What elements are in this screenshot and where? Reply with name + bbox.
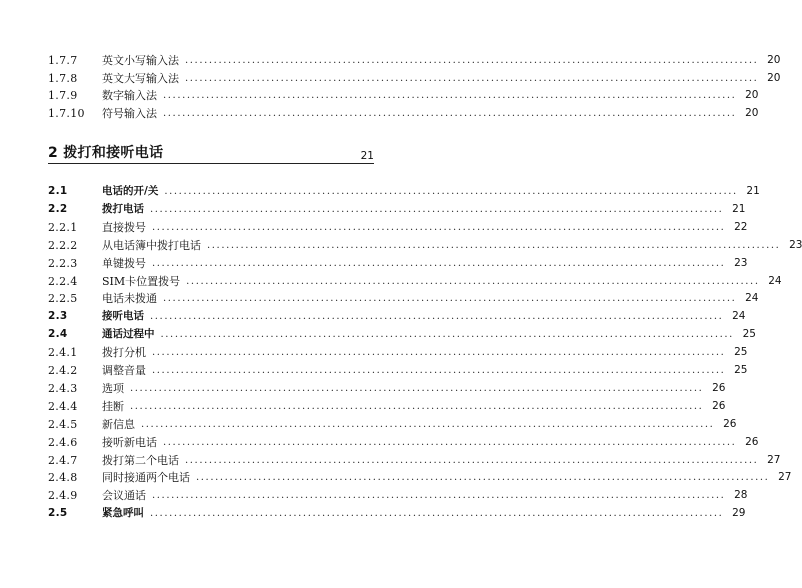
toc-entry-title: 新信息	[102, 418, 135, 431]
toc-entry-title: 单键拨号	[102, 257, 146, 270]
toc-entry-page: 25	[742, 328, 756, 340]
toc-leader-dots: ........................................................................................................................	[152, 222, 726, 233]
toc-leader-dots: ........................................................................................................................	[163, 90, 737, 101]
toc-entry-title: 从电话簿中拨打电话	[102, 239, 201, 252]
toc-leader-dots: ........................................................................................................................	[150, 311, 724, 322]
toc-entry[interactable]	[48, 182, 760, 198]
toc-entry[interactable]	[48, 218, 748, 234]
toc-entry-title: 挂断	[102, 400, 124, 413]
toc-entry-title: 电话未拨通	[102, 292, 157, 305]
toc-entry-number: 2.4.9	[48, 489, 78, 502]
toc-entry-page: 24	[732, 310, 746, 322]
toc-entry-number: 1.7.10	[48, 107, 85, 120]
toc-entry-title: 会议通话	[102, 489, 146, 502]
toc-entry-number: 2.2.4	[48, 275, 78, 288]
toc-entry-page: 27	[767, 454, 781, 466]
toc-entry-number: 2.4.1	[48, 346, 78, 359]
toc-entry-page: 26	[712, 382, 726, 394]
toc-entry-number: 2.4	[48, 328, 68, 340]
toc-entry-title: 同时接通两个电话	[102, 471, 190, 484]
toc-leader-dots: ........................................................................................................................	[186, 276, 760, 287]
toc-entry[interactable]	[48, 51, 781, 67]
toc-entry-title: 英文小写输入法	[102, 54, 179, 67]
toc-leader-dots: ........................................................................................................................	[163, 293, 737, 304]
chapter-title: 2 拨打和接听电话	[48, 145, 164, 161]
toc-leader-dots: ........................................................................................................................	[150, 508, 724, 519]
toc-entry-page: 26	[723, 418, 737, 430]
chapter-page-number: 21	[360, 150, 374, 162]
toc-entry-number: 1.7.9	[48, 89, 78, 102]
toc-entry-page: 26	[712, 400, 726, 412]
toc-leader-dots: ........................................................................................................................	[152, 258, 726, 269]
toc-entry-number: 2.4.3	[48, 382, 78, 395]
toc-entry[interactable]	[48, 415, 737, 431]
toc-leader-dots: ........................................................................................................................	[207, 240, 781, 251]
toc-leader-dots: ........................................................................................................................	[152, 347, 726, 358]
chapter-heading[interactable]	[48, 142, 374, 162]
toc-entry-title: 调整音量	[102, 364, 146, 377]
toc-entry-number: 2.4.8	[48, 471, 78, 484]
toc-leader-dots: ........................................................................................................................	[185, 55, 759, 66]
toc-entry-page: 23	[789, 239, 802, 251]
toc-entry[interactable]	[48, 451, 781, 467]
toc-entry-page: 25	[734, 364, 748, 376]
toc-entry-title: 选项	[102, 382, 124, 395]
toc-entry-title: 数字输入法	[102, 89, 157, 102]
toc-entry[interactable]	[48, 433, 759, 449]
toc-entry[interactable]	[48, 504, 746, 520]
toc-entry[interactable]	[48, 468, 792, 484]
toc-entry-page: 26	[745, 436, 759, 448]
toc-entry[interactable]	[48, 200, 746, 216]
toc-entry-title: 英文大写输入法	[102, 72, 179, 85]
toc-entry-title: 接听电话	[102, 310, 144, 322]
toc-leader-dots: ........................................................................................................................	[150, 204, 724, 215]
toc-entry-number: 2.4.7	[48, 454, 78, 467]
toc-entry[interactable]	[48, 86, 759, 102]
toc-entry-title: 拨打分机	[102, 346, 146, 359]
toc-entry-page: 25	[734, 346, 748, 358]
toc-entry[interactable]	[48, 397, 726, 413]
toc-entry-page: 20	[745, 89, 759, 101]
toc-leader-dots: ........................................................................................................................	[163, 437, 737, 448]
toc-leader-dots: ........................................................................................................................	[130, 383, 704, 394]
toc-entry-number: 2.2.1	[48, 221, 78, 234]
toc-entry-title: 通话过程中	[102, 328, 155, 340]
toc-leader-dots: ........................................................................................................................	[152, 490, 726, 501]
toc-entry[interactable]	[48, 236, 802, 252]
toc-entry-number: 2.4.5	[48, 418, 78, 431]
toc-entry-number: 2.4.4	[48, 400, 78, 413]
toc-leader-dots: ........................................................................................................................	[130, 401, 704, 412]
toc-entry[interactable]	[48, 69, 781, 85]
toc-entry-number: 2.4.6	[48, 436, 78, 449]
toc-entry[interactable]	[48, 307, 746, 323]
toc-entry[interactable]	[48, 343, 748, 359]
toc-entry-title: 直接拨号	[102, 221, 146, 234]
toc-entry-page: 24	[745, 292, 759, 304]
toc-leader-dots: ........................................................................................................................	[160, 329, 734, 340]
toc-entry-page: 20	[767, 54, 781, 66]
toc-leader-dots: ........................................................................................................................	[152, 365, 726, 376]
toc-entry-page: 21	[732, 203, 746, 215]
toc-entry-page: 29	[732, 507, 746, 519]
toc-entry[interactable]	[48, 325, 756, 341]
toc-entry-number: 1.7.7	[48, 54, 78, 67]
toc-entry[interactable]	[48, 486, 748, 502]
toc-leader-dots: ........................................................................................................................	[141, 419, 715, 430]
toc-entry-number: 2.5	[48, 507, 68, 519]
toc-leader-dots: ........................................................................................................................	[196, 472, 770, 483]
toc-leader-dots: ........................................................................................................................	[164, 186, 738, 197]
toc-entry-number: 2.1	[48, 185, 68, 197]
toc-entry-number: 2.4.2	[48, 364, 78, 377]
toc-entry-page: 22	[734, 221, 748, 233]
toc-entry-number: 2.2.5	[48, 292, 78, 305]
toc-entry[interactable]	[48, 289, 759, 305]
toc-entry-title: SIM卡位置拨号	[102, 275, 181, 288]
toc-entry-number: 2.3	[48, 310, 68, 322]
toc-entry[interactable]	[48, 272, 782, 288]
toc-entry-title: 接听新电话	[102, 436, 157, 449]
toc-entry-page: 20	[745, 107, 759, 119]
toc-entry-page: 21	[746, 185, 760, 197]
toc-entry-title: 紧急呼叫	[102, 507, 144, 519]
toc-entry[interactable]	[48, 104, 759, 120]
toc-entry[interactable]	[48, 361, 748, 377]
toc-leader-dots: ........................................................................................................................	[185, 73, 759, 84]
toc-entry-title: 电话的开/关	[102, 185, 159, 197]
toc-entry[interactable]	[48, 379, 726, 395]
toc-leader-dots: ........................................................................................................................	[163, 108, 737, 119]
toc-entry-page: 20	[767, 72, 781, 84]
toc-entry-number: 2.2.2	[48, 239, 78, 252]
toc-entry-page: 28	[734, 489, 748, 501]
toc-entry[interactable]	[48, 254, 748, 270]
toc-entry-title: 拨打第二个电话	[102, 454, 179, 467]
toc-entry-page: 27	[778, 471, 792, 483]
toc-entry-title: 拨打电话	[102, 203, 144, 215]
toc-entry-number: 2.2	[48, 203, 68, 215]
chapter-divider	[48, 163, 374, 164]
toc-entry-page: 23	[734, 257, 748, 269]
toc-entry-number: 1.7.8	[48, 72, 78, 85]
toc-leader-dots: ........................................................................................................................	[185, 455, 759, 466]
toc-entry-page: 24	[768, 275, 782, 287]
toc-entry-title: 符号输入法	[102, 107, 157, 120]
toc-entry-number: 2.2.3	[48, 257, 78, 270]
